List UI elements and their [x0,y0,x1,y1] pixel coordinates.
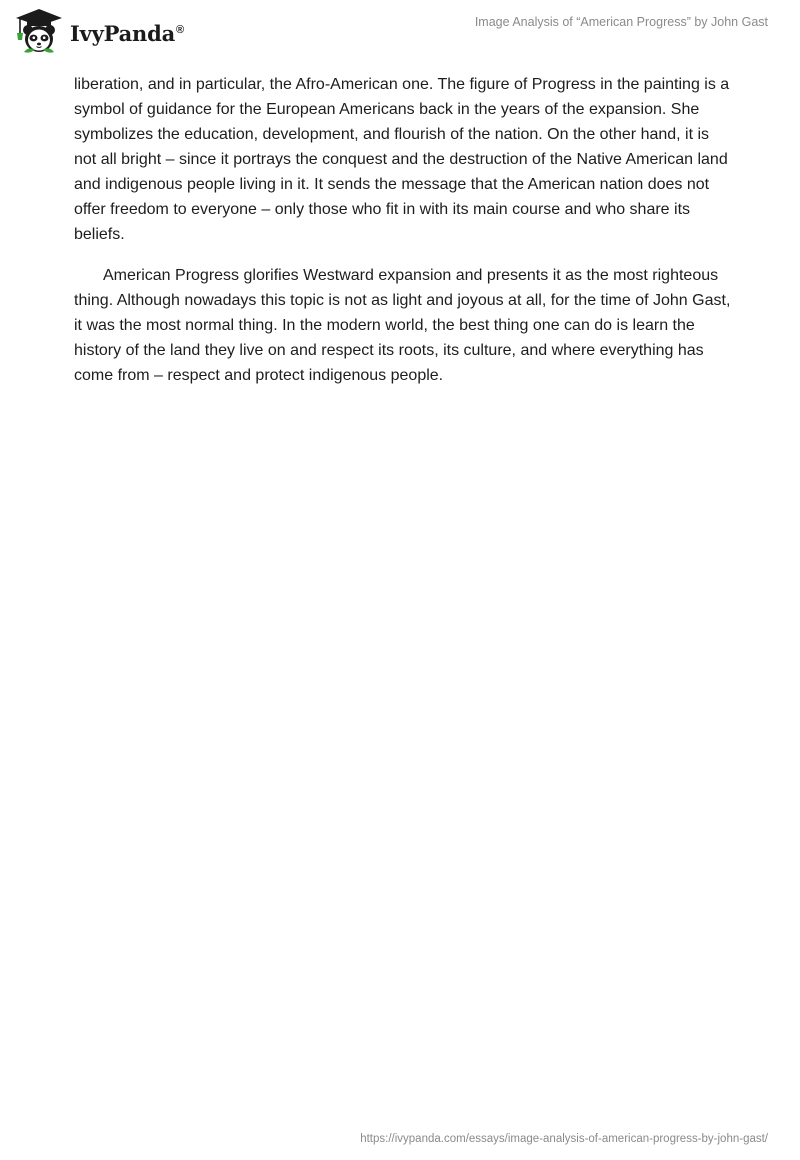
brand-logo[interactable] [14,8,184,56]
document-title: Image Analysis of “American Progress” by John Gast [474,15,768,29]
brand-name: IvyPanda® [70,20,184,46]
paragraph: liberation, and in particular, the Afro-American one. The figure of Progress in the painting is a symbol of guidance for the European Americans back in the years of the expansion. She symbolizes the education, development, and flourish of the nation. On the other hand, it is not all bright – since it portrays the conquest and the destruction of the Native American land and indigenous people living in it. It sends the message that the American nation does not offer freedom to everyone – only those who fit in with its main course and who share its beliefs. [74,76,730,243]
paragraph: American Progress glorifies Westward expansion and presents it as the most righteous thing. Although nowadays this topic is not as light and joyous at all, for the time of John Gast, it was the most normal thing. In the modern world, the best thing one can do is learn the history of the land they live on and respect its roots, its culture, and where everything has come from – respect and protect indigenous people. [74,267,731,384]
essay-body [74,72,734,404]
page-header [0,0,800,64]
registered-mark: ® [176,23,184,36]
panda-graduate-icon [14,8,64,56]
source-url[interactable]: https://ivypanda.com/essays/image-analysis-of-american-progress-by-john-gast/ [360,1133,768,1145]
